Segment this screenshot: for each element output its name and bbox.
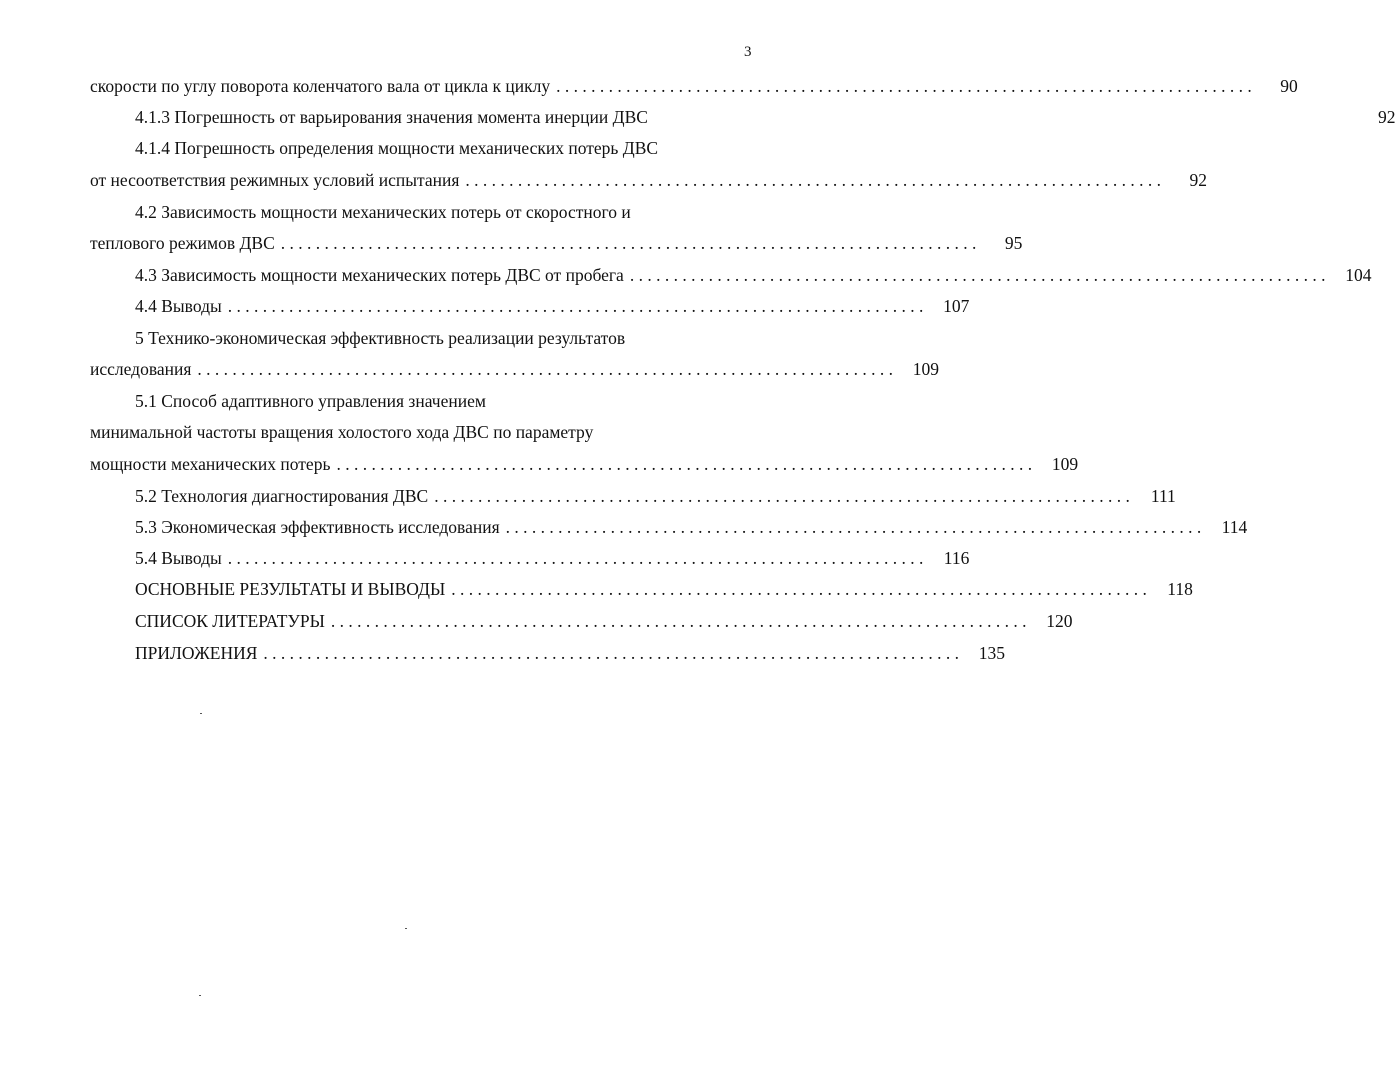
toc-entry bbox=[135, 295, 970, 317]
toc-leader: . . . . . . . . . . . . . . . . . . . . . . . . . . . . . . . . . . . . . . . . . . . . . . . . . . . . . . . . . . . . . . . . . . . . . . . . . . . . . . . . bbox=[227, 548, 924, 568]
toc-entry-page: 116 bbox=[923, 547, 969, 569]
toc-leader: . . . . . . . . . . . . . . . . . . . . . . . . . . . . . . . . . . . . . . . . . . . . . . . . . . . . . . . . . . . . . . . . . . . . . . . . . . . . . . . . bbox=[434, 486, 1130, 506]
toc-entry-page: 104 bbox=[1325, 264, 1371, 286]
toc-entry-title: 5.3 Экономическая эффективность исследования bbox=[135, 517, 500, 537]
toc-entry-page: 120 bbox=[1027, 610, 1073, 632]
toc-entry-title: 4.1.3 Погрешность от варьирования значения момента инерции ДВС bbox=[135, 107, 648, 127]
toc-entry-title: 5 Технико-экономическая эффективность реализации результатов bbox=[135, 328, 626, 348]
scan-speck bbox=[200, 713, 202, 714]
toc-entry-middle-line bbox=[90, 421, 740, 443]
toc-entry-title-continuation: мощности механических потерь bbox=[90, 454, 331, 474]
toc-entry-page: 109 bbox=[893, 358, 939, 380]
toc-leader: . . . . . . . . . . . . . . . . . . . . . . . . . . . . . . . . . . . . . . . . . . . . . . . . . . . . . . . . . . . . . . . . . . . . . . . . . . . . . . . . bbox=[465, 170, 1162, 190]
toc-entry-title: 4.4 Выводы bbox=[135, 296, 222, 316]
toc-leader: . . . . . . . . . . . . . . . . . . . . . . . . . . . . . . . . . . . . . . . . . . . . . . . . . . . . . . . . . . . . . . . . . . . . . . . . . . . . . . . . bbox=[505, 517, 1202, 537]
toc-entry-page: 114 bbox=[1201, 516, 1247, 538]
toc-leader: . . . . . . . . . . . . . . . . . . . . . . . . . . . . . . . . . . . . . . . . . . . . . . . . . . . . . . . . . . . . . . . . . . . . . . . . . . . . . . . . bbox=[336, 454, 1033, 474]
toc-entry bbox=[90, 232, 1023, 254]
toc-entry-page: 92 bbox=[1350, 106, 1396, 128]
toc-entry bbox=[90, 169, 1208, 191]
toc-entry-first-line bbox=[135, 390, 740, 412]
toc-entry-page: 90 bbox=[1252, 75, 1298, 97]
scan-speck bbox=[405, 928, 407, 929]
toc-entry-page: 92 bbox=[1161, 169, 1207, 191]
page-number: 3 bbox=[744, 44, 752, 60]
toc-entry bbox=[135, 485, 1176, 507]
toc-leader: . . . . . . . . . . . . . . . . . . . . . . . . . . . . . . . . . . . . . . . . . . . . . . . . . . . . . . . . . . . . . . . . . . . . . . . . . . . . . . . . bbox=[263, 643, 960, 663]
toc-leader: . . . . . . . . . . . . . . . . . . . . . . . . . . . . . . . . . . . . . . . . . . . . . . . . . . . . . . . . . . . . . . . . . . . . . . . . . . . . . . . . bbox=[629, 265, 1326, 285]
toc-entry bbox=[135, 642, 1006, 664]
toc-entry-first-line bbox=[135, 201, 740, 223]
toc-entry-title: 5.2 Технология диагностирования ДВС bbox=[135, 486, 429, 506]
toc-entry bbox=[135, 578, 1193, 600]
toc-leader: . . . . . . . . . . . . . . . . . . . . . . . . . . . . . . . . . . . . . . . . . . . . . . . . . . . . . . . . . . . . . . . . . . . . . . . . . . . . . . . . bbox=[330, 611, 1027, 631]
toc-leader: . . . . . . . . . . . . . . . . . . . . . . . . . . . . . . . . . . . . . . . . . . . . . . . . . . . . . . . . . . . . . . . . . . . . . . . . . . . . . . . . bbox=[556, 76, 1252, 96]
toc-entry-page: 109 bbox=[1032, 453, 1078, 475]
toc-entry-page: 135 bbox=[959, 642, 1005, 664]
toc-entry-title-continuation: от несоответствия режимных условий испытания bbox=[90, 170, 460, 190]
toc-entry bbox=[90, 75, 1298, 97]
toc-entry-page: 111 bbox=[1130, 485, 1176, 507]
toc-entry-title-continuation: минимальной частоты вращения холостого хода ДВС по параметру bbox=[90, 422, 594, 442]
toc-entry bbox=[135, 516, 1248, 538]
toc-entry-title: ОСНОВНЫЕ РЕЗУЛЬТАТЫ И ВЫВОДЫ bbox=[135, 579, 446, 599]
toc-entry-title: 4.2 Зависимость мощности механических потерь от скоростного и bbox=[135, 202, 631, 222]
toc-entry bbox=[90, 453, 1079, 475]
toc-entry bbox=[135, 106, 1396, 128]
toc-entry-title: СПИСОК ЛИТЕРАТУРЫ bbox=[135, 611, 325, 631]
toc-leader: . . . . . . . . . . . . . . . . . . . . . . . . . . . . . . . . . . . . . . . . . . . . . . . . . . . . . . . . . . . . . . . . . . . . . . . . . . . . . . . . bbox=[280, 233, 977, 253]
scan-speck bbox=[199, 995, 201, 996]
toc-entry-title: 4.1.4 Погрешность определения мощности механических потерь ДВС bbox=[135, 138, 659, 158]
toc-entry bbox=[135, 610, 1073, 632]
toc-entry-title: 4.3 Зависимость мощности механических потерь ДВС от пробега bbox=[135, 265, 624, 285]
toc-entry-title-continuation: исследования bbox=[90, 359, 192, 379]
toc-entry-page: 95 bbox=[976, 232, 1022, 254]
toc-entry-title: 5.1 Способ адаптивного управления значением bbox=[135, 391, 486, 411]
toc-entry bbox=[135, 547, 970, 569]
toc-leader: . . . . . . . . . . . . . . . . . . . . . . . . . . . . . . . . . . . . . . . . . . . . . . . . . . . . . . . . . . . . . . . . . . . . . . . . . . . . . . . . bbox=[197, 359, 894, 379]
toc-entry-page: 107 bbox=[923, 295, 969, 317]
toc-entry bbox=[90, 358, 940, 380]
toc-entry-page: 118 bbox=[1147, 578, 1193, 600]
toc-entry-title-continuation: теплового режимов ДВС bbox=[90, 233, 275, 253]
toc-entry-title: 5.4 Выводы bbox=[135, 548, 222, 568]
toc-leader: . . . . . . . . . . . . . . . . . . . . . . . . . . . . . . . . . . . . . . . . . . . . . . . . . . . . . . . . . . . . . . . . . . . . . . . . . . . . . . . . bbox=[227, 296, 924, 316]
toc-entry-title: ПРИЛОЖЕНИЯ bbox=[135, 643, 258, 663]
toc-entry bbox=[135, 264, 1372, 286]
toc-entry-title: скорости по углу поворота коленчатого вала от цикла к циклу bbox=[90, 76, 551, 96]
toc-entry-first-line bbox=[135, 137, 740, 159]
toc-entry-first-line bbox=[135, 327, 740, 349]
toc-leader: . . . . . . . . . . . . . . . . . . . . . . . . . . . . . . . . . . . . . . . . . . . . . . . . . . . . . . . . . . . . . . . . . . . . . . . . . . . . . . . . bbox=[451, 579, 1147, 599]
